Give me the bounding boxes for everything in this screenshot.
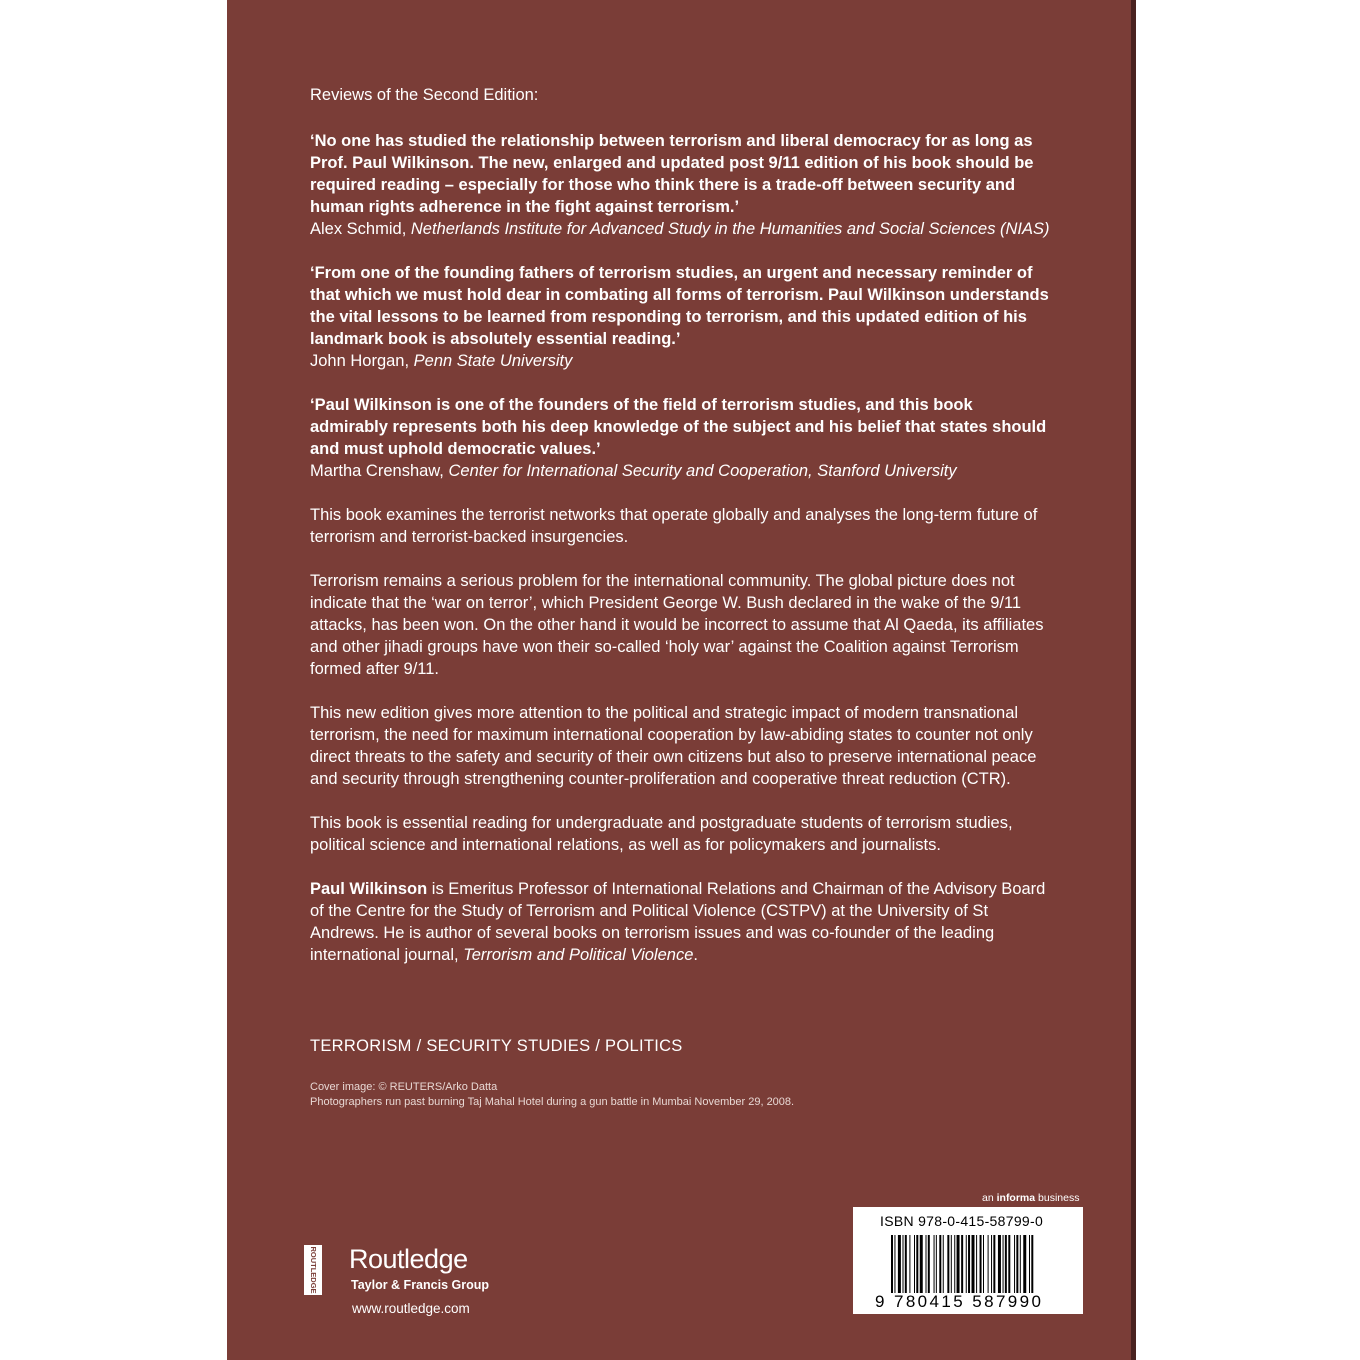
barcode-bar: [943, 1235, 944, 1293]
review-attribution: [310, 350, 1050, 372]
review-1: [310, 130, 1050, 240]
publisher-url: www.routledge.com: [352, 1301, 470, 1316]
review-attribution: [310, 218, 1050, 240]
barcode-bar: [1005, 1235, 1007, 1293]
barcode-bar: [914, 1235, 915, 1293]
review-3: [310, 394, 1050, 482]
cover-text: [310, 84, 1050, 988]
barcode-bar: [936, 1235, 937, 1293]
barcode-bar: [898, 1235, 901, 1293]
barcode-bar: [939, 1235, 941, 1293]
description-paragraph-4: This book is essential reading for undergraduate and postgraduate students of terrorism studies, political science and international relations, as well as for policymakers and journalists.: [310, 814, 1013, 854]
reviews-heading: Reviews of the Second Edition:: [310, 86, 539, 104]
barcode-bar: [1008, 1235, 1010, 1293]
informa-brand: informa: [996, 1192, 1036, 1204]
description-paragraph-1: This book examines the terrorist networks that operate globally and analyses the long-term future of terrorism and terrorist-backed insurgencies.: [310, 506, 1038, 546]
barcode-bar: [891, 1235, 893, 1293]
barcode-bar: [1016, 1235, 1018, 1293]
review-author: John Horgan,: [310, 352, 410, 370]
logo-mark-text: ROUTLEDGE: [309, 1246, 319, 1294]
review-quote: ‘From one of the founding fathers of terrorism studies, an urgent and necessary reminder of that which we must hold dear in combating all forms of terrorism. Paul Wilkinson understands the vital lessons to be learned from responding to terrorism, and this updated edition of his landmark book is absolutely essential reading.’: [310, 264, 1049, 348]
author-bio: [310, 878, 1050, 966]
barcode-bar: [1029, 1235, 1030, 1293]
subject-categories: TERRORISM / SECURITY STUDIES / POLITICS: [310, 1037, 683, 1055]
barcode-bar: [957, 1235, 960, 1293]
cover-edge: [1131, 0, 1136, 1360]
barcode-icon: [891, 1235, 1073, 1293]
barcode-bar: [920, 1235, 923, 1293]
barcode-bar: [1014, 1235, 1015, 1293]
barcode-bar: [1023, 1235, 1026, 1293]
barcode-bar: [926, 1235, 927, 1293]
isbn-label: ISBN 978-0-415-58799-0: [880, 1213, 1044, 1229]
cover-image-credit: [310, 1080, 794, 1110]
barcode-bar: [972, 1235, 975, 1293]
barcode-bar: [1020, 1235, 1021, 1293]
barcode-bar: [988, 1235, 989, 1293]
barcode-digits: 9 780415 587990: [875, 1292, 1044, 1311]
barcode-bar: [980, 1235, 982, 1293]
barcode-bar: [954, 1235, 955, 1293]
barcode-bar: [934, 1235, 935, 1293]
review-quote: ‘No one has studied the relationship between terrorism and liberal democracy for as long as Prof. Paul Wilkinson. The new, enlarged and updated post 9/11 edition of his book should be required reading – especially for those who think there is a trade-off between security and human rights adherence in the fight against terrorism.’: [310, 132, 1034, 216]
barcode-bar: [947, 1235, 949, 1293]
review-quote: ‘Paul Wilkinson is one of the founders of the field of terrorism studies, and this book admirably represents both his deep knowledge of the subject and his belief that states should and must uphold democratic values.’: [310, 396, 1047, 458]
routledge-logo-icon: [304, 1245, 322, 1295]
review-2: [310, 262, 1050, 372]
description-paragraph-2: Terrorism remains a serious problem for the international community. The global picture does not indicate that the ‘war on terror’, which President George W. Bush declared in the wake of the 9/11 attacks, has been won. On the other hand it would be incorrect to assume that Al Qaeda, its affiliates and other jihadi groups have won their so-called ‘holy war’ against the Coalition against Terrorism formed after 9/11.: [310, 572, 1044, 678]
barcode-bar: [916, 1235, 918, 1293]
author-name: Paul Wilkinson: [310, 880, 428, 898]
review-author: Alex Schmid,: [310, 220, 407, 238]
barcode-bar: [894, 1235, 895, 1293]
barcode-bar: [983, 1235, 984, 1293]
review-institution: Center for International Security and Cooperation, Stanford University: [448, 462, 957, 480]
bio-end: .: [693, 946, 698, 964]
credit-line: Cover image: © REUTERS/Arko Datta: [310, 1081, 498, 1093]
barcode-bar: [903, 1235, 904, 1293]
barcode-bar: [998, 1235, 1001, 1293]
review-institution: Penn State University: [413, 352, 573, 370]
barcode-bar: [966, 1235, 967, 1293]
informa-post: business: [1035, 1192, 1080, 1204]
review-attribution: [310, 460, 1050, 482]
publisher-group: Taylor & Francis Group: [351, 1278, 489, 1292]
journal-title: Terrorism and Political Violence: [463, 946, 694, 964]
barcode-bar: [909, 1235, 910, 1293]
barcode-bar: [961, 1235, 963, 1293]
isbn-barcode-box: [853, 1207, 1083, 1314]
credit-caption: Photographers run past burning Taj Mahal Hotel during a gun battle in Mumbai November 29, 2008.: [310, 1096, 795, 1108]
barcode-bar: [928, 1235, 930, 1293]
informa-pre: an: [982, 1192, 997, 1204]
informa-tagline: [982, 1192, 1079, 1204]
barcode-bar: [951, 1235, 952, 1293]
description-paragraph-3: This new edition gives more attention to the political and strategic impact of modern transnational terrorism, the need for maximum international cooperation by law-abiding states to counter not only direct threats to the safety and security of their own citizens but also to preserve international peace and security through strengthening counter-proliferation and cooperative threat reduction (CTR).: [310, 704, 1037, 788]
barcode-bar: [991, 1235, 992, 1293]
back-cover: [227, 0, 1131, 1360]
barcode-bar: [905, 1235, 907, 1293]
author-bio-text: is Emeritus Professor of International Relations and Chairman of the Advisory Board of the Centre for the Study of Terrorism and Political Violence (CSTPV) at the University of St Andrews. He is author of several books on terrorism issues and was co-founder of the leading international journal,: [310, 880, 1046, 964]
barcode-bar: [968, 1235, 970, 1293]
barcode-bar: [976, 1235, 977, 1293]
barcode-bar: [993, 1235, 995, 1293]
review-author: Martha Crenshaw,: [310, 462, 444, 480]
barcode-bar: [1031, 1235, 1033, 1293]
publisher-name: Routledge: [349, 1244, 468, 1274]
review-institution: Netherlands Institute for Advanced Study in the Humanities and Social Sciences (NIAS): [410, 220, 1050, 238]
barcode-bar: [1003, 1235, 1004, 1293]
